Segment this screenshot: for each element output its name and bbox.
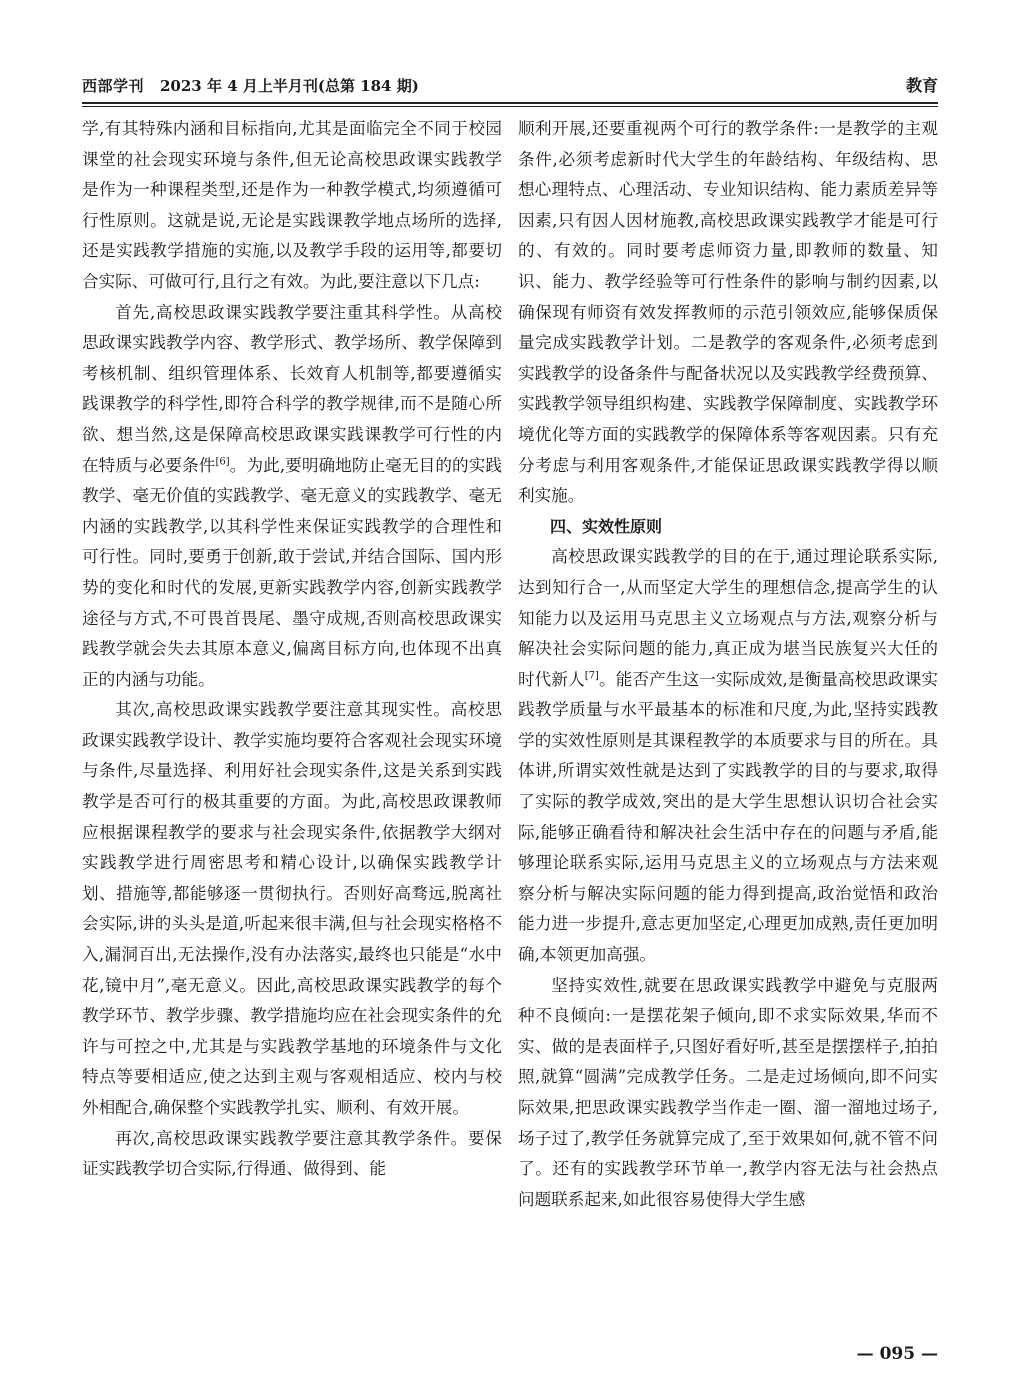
paragraph-text: 。能否产生这一实际成效,是衡量高校思政课实践教学质量与水平最基本的标准和尺度,为此,坚持实践教学的实效性原则是其课程教学的本质要求与目的所在。具体讲,所谓实效性就是达到了实践教学的目的与要求,取得了实际的教学成效,突出的是大学生思想认识切合社会实际,能够正确看待和解决社会生活中存在的问题与矛盾,能够理论联系实际,运用马克思主义的立场观点与方法来观察分析与解决实际问题的能力得到提高,政治觉悟和政治能力进一步提升,意志更加坚定,心理更加成熟,责任更加明确,本领更加高强。	[518, 669, 938, 965]
journal-name: 西部学刊	[82, 77, 145, 95]
paragraph: 学,有其特殊内涵和目标指向,尤其是面临完全不同于校园课堂的社会现实环境与条件,但无论高校思政课实践教学是作为一种课程类型,还是作为一种教学模式,均须遵循可行性原则。这就是说,无论是实践课教学地点场所的选择,还是实践教学措施的实施,以及教学手段的运用等,都要切合实际、可做可行,且行之有效。为此,要注意以下几点:	[82, 119, 502, 291]
paragraph: 顺利开展,还要重视两个可行的教学条件:一是教学的主观条件,必须考虑新时代大学生的年龄结构、年级结构、思想心理特点、心理活动、专业知识结构、能力素质差异等因素,只有因人因材施教,高校思政课实践教学才能是可行的、有效的。同时要考虑师资力量,即教师的数量、知识、能力、教学经验等可行性条件的影响与制约因素,以确保现有师资有效发挥教师的示范引领效应,能够保质保量完成实践教学计划。二是教学的客观条件,必须考虑到实践教学的设备条件与配备状况以及实践教学经费预算、实践教学领导组织构建、实践教学保障制度、实践教学环境优化等方面的实践教学的保障体系等客观因素。只有充分考虑与利用客观条件,才能保证思政课实践教学得以顺利实施。	[518, 119, 938, 506]
section-name: 教育	[905, 76, 938, 95]
paragraph: 其次,高校思政课实践教学要注意其现实性。高校思政课实践教学设计、教学实施均要符合客观社会现实环境与条件,尽量选择、利用好社会现实条件,这是关系到实践教学是否可行的极其重要的方面。为此,高校思政课教师应根据课程教学的要求与社会现实条件,依据教学大纲对实践教学进行周密思考和精心设计,以确保实践教学计划、措施等,都能够逐一贯彻执行。否则好高骛远,脱离社会实际,讲的头头是道,听起来很丰满,但与社会现实格格不入,漏洞百出,无法操作,没有办法落实,最终也只能是“水中花,镜中月”,毫无意义。因此,高校思政课实践教学的每个教学环节、教学步骤、教学措施均应在社会现实条件的允许与可控之中,尤其是与实践教学基地的环境条件与文化特点等要相适应,使之达到主观与客观相适应、校内与校外相配合,确保整个实践教学扎实、顺利、有效开展。	[82, 700, 502, 1117]
paragraph-text: 。为此,要明确地防止毫无目的的实践教学、毫无价值的实践教学、毫无意义的实践教学、毫无内涵的实践教学,以其科学性来保证实践教学的合理性和可行性。同时,要勇于创新,敢于尝试,并结合国际、国内形势的变化和时代的发展,更新实践教学内容,创新实践教学途径与方式,不可畏首畏尾、墨守成规,否则高校思政课实践教学就会失去其原本意义,偏离目标方向,也体现不出真正的内涵与功能。	[82, 455, 503, 689]
right-column	[518, 114, 938, 1215]
citation-ref: [6]	[215, 456, 230, 467]
issue-info: 2023 年 4 月上半月刊(总第 184 期)	[160, 77, 419, 95]
running-header	[82, 74, 938, 98]
section-heading: 四、实效性原则	[550, 516, 663, 536]
paragraph	[82, 298, 502, 696]
header-rule	[82, 102, 938, 104]
paragraph: 坚持实效性,就要在思政课实践教学中避免与克服两种不良倾向:一是摆花架子倾向,即不求实际效果,华而不实、做的是表面样子,只图好看好听,甚至是摆摆样子,拍拍照,就算“圆满”完成教学任务。二是走过场倾向,即不问实际效果,把思政课实践教学当作走一圈、溜一溜地过场子,场子过了,教学任务就算完成了,至于效果如何,就不管不问了。还有的实践教学环节单一,教学内容无法与社会热点问题联系起来,如此很容易使得大学生感	[518, 975, 938, 1209]
header-rule-thin	[82, 106, 938, 107]
paragraph: 再次,高校思政课实践教学要注意其教学条件。要保证实践教学切合实际,行得通、做得到、能	[82, 1128, 502, 1179]
page-number: — 095 —	[856, 1344, 938, 1364]
left-column	[82, 114, 502, 1185]
paragraph	[518, 542, 938, 970]
citation-ref: [7]	[584, 670, 599, 682]
paragraph-text: 高校思政课实践教学的目的在于,通过理论联系实际,达到知行合一,从而坚定大学生的理想信念,提高学生的认知能力以及运用马克思主义立场观点与方法,观察分析与解决社会实际问题的能力,真正成为堪当民族复兴大任的时代新人	[518, 547, 938, 689]
paragraph-text: 首先,高校思政课实践教学要注重其科学性。从高校思政课实践教学内容、教学形式、教学场所、教学保障到考核机制、组织管理体系、长效育人机制等,都要遵循实践课教学的科学性,即符合科学的教学规律,而不是随心所欲、想当然,这是保障高校思政课实践课教学可行性的内在特质与必要条件	[82, 302, 502, 475]
